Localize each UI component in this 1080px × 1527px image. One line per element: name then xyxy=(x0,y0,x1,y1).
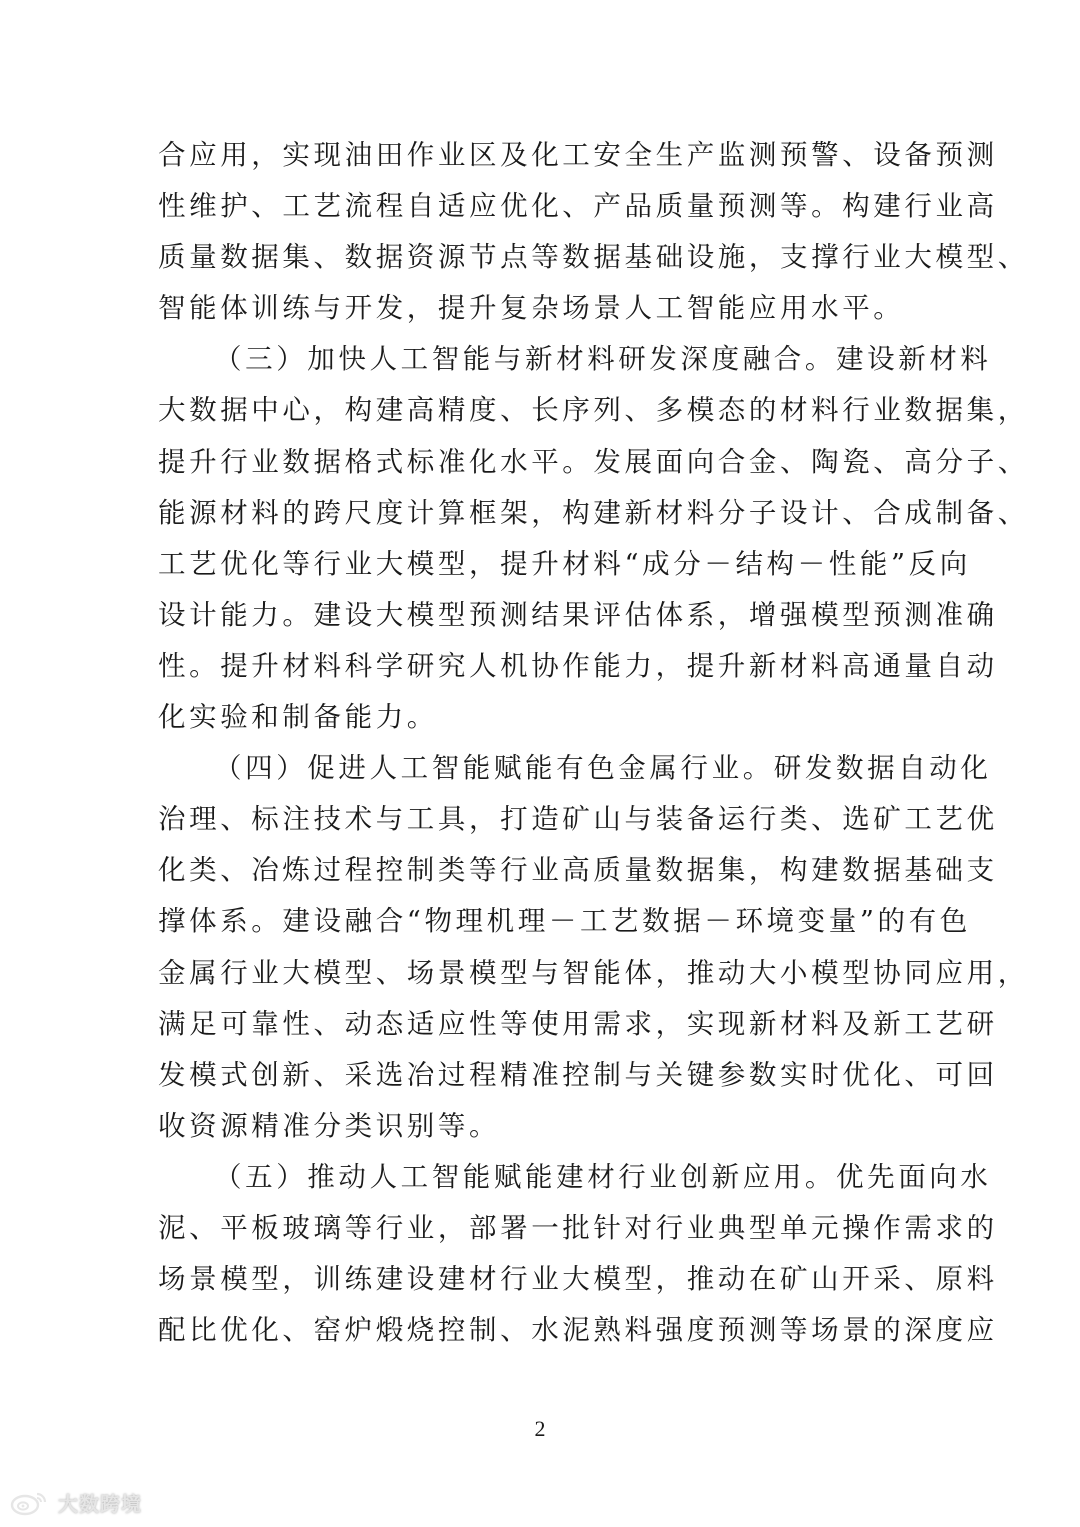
text-line: 性。提升材料科学研究人机协作能力，提升新材料高通量自动 xyxy=(158,649,998,682)
text-line: 设计能力。建设大模型预测结果评估体系，增强模型预测准确 xyxy=(158,598,998,631)
text-line: 大数据中心，构建高精度、长序列、多模态的材料行业数据集， xyxy=(158,394,1029,427)
text-line: （五）推动人工智能赋能建材行业创新应用。优先面向水 xyxy=(214,1160,992,1193)
watermark xyxy=(10,1488,142,1517)
text-line: 收资源精准分类识别等。 xyxy=(158,1109,501,1142)
text-line: 性维护、工艺流程自适应优化、产品质量预测等。构建行业高 xyxy=(158,190,998,223)
text-line: 发模式创新、采选冶过程精准控制与关键参数实时优化、可回 xyxy=(158,1058,998,1091)
text-line: 满足可靠性、动态适应性等使用需求，实现新材料及新工艺研 xyxy=(158,1007,998,1040)
text-line: 治理、标注技术与工具，打造矿山与装备运行类、选矿工艺优 xyxy=(158,803,998,836)
page-number: 2 xyxy=(534,1416,546,1441)
text-line: （三）加快人工智能与新材料研发深度融合。建设新材料 xyxy=(214,343,992,376)
text-line: 智能体训练与开发，提升复杂场景人工智能应用水平。 xyxy=(158,292,905,325)
text-line: 泥、平板玻璃等行业，部署一批针对行业典型单元操作需求的 xyxy=(158,1211,998,1244)
text-line: 配比优化、窑炉煅烧控制、水泥熟料强度预测等场景的深度应 xyxy=(158,1314,998,1347)
text-line: 化类、冶炼过程控制类等行业高质量数据集，构建数据基础支 xyxy=(158,854,998,887)
text-line: 质量数据集、数据资源节点等数据基础设施，支撑行业大模型、 xyxy=(158,241,1029,274)
text-line: 能源材料的跨尺度计算框架，构建新材料分子设计、合成制备、 xyxy=(158,496,1029,529)
watermark-text: 大数跨境 xyxy=(58,1492,142,1516)
text-line: 金属行业大模型、场景模型与智能体，推动大小模型协同应用， xyxy=(158,956,1029,989)
text-line: 场景模型，训练建设建材行业大模型，推动在矿山开采、原料 xyxy=(158,1263,998,1296)
text-line: （四）促进人工智能赋能有色金属行业。研发数据自动化 xyxy=(214,752,992,785)
text-line: 合应用，实现油田作业区及化工安全生产监测预警、设备预测 xyxy=(158,139,998,171)
weibo-logo-icon xyxy=(10,1490,50,1516)
text-line: 工艺优化等行业大模型，提升材料“成分－结构－性能”反向 xyxy=(158,547,971,580)
body-text xyxy=(158,130,1029,1356)
text-line: 提升行业数据格式标准化水平。发展面向合金、陶瓷、高分子、 xyxy=(158,445,1029,478)
text-line: 撑体系。建设融合“物理机理－工艺数据－环境变量”的有色 xyxy=(158,905,971,938)
text-line: 化实验和制备能力。 xyxy=(158,701,438,734)
